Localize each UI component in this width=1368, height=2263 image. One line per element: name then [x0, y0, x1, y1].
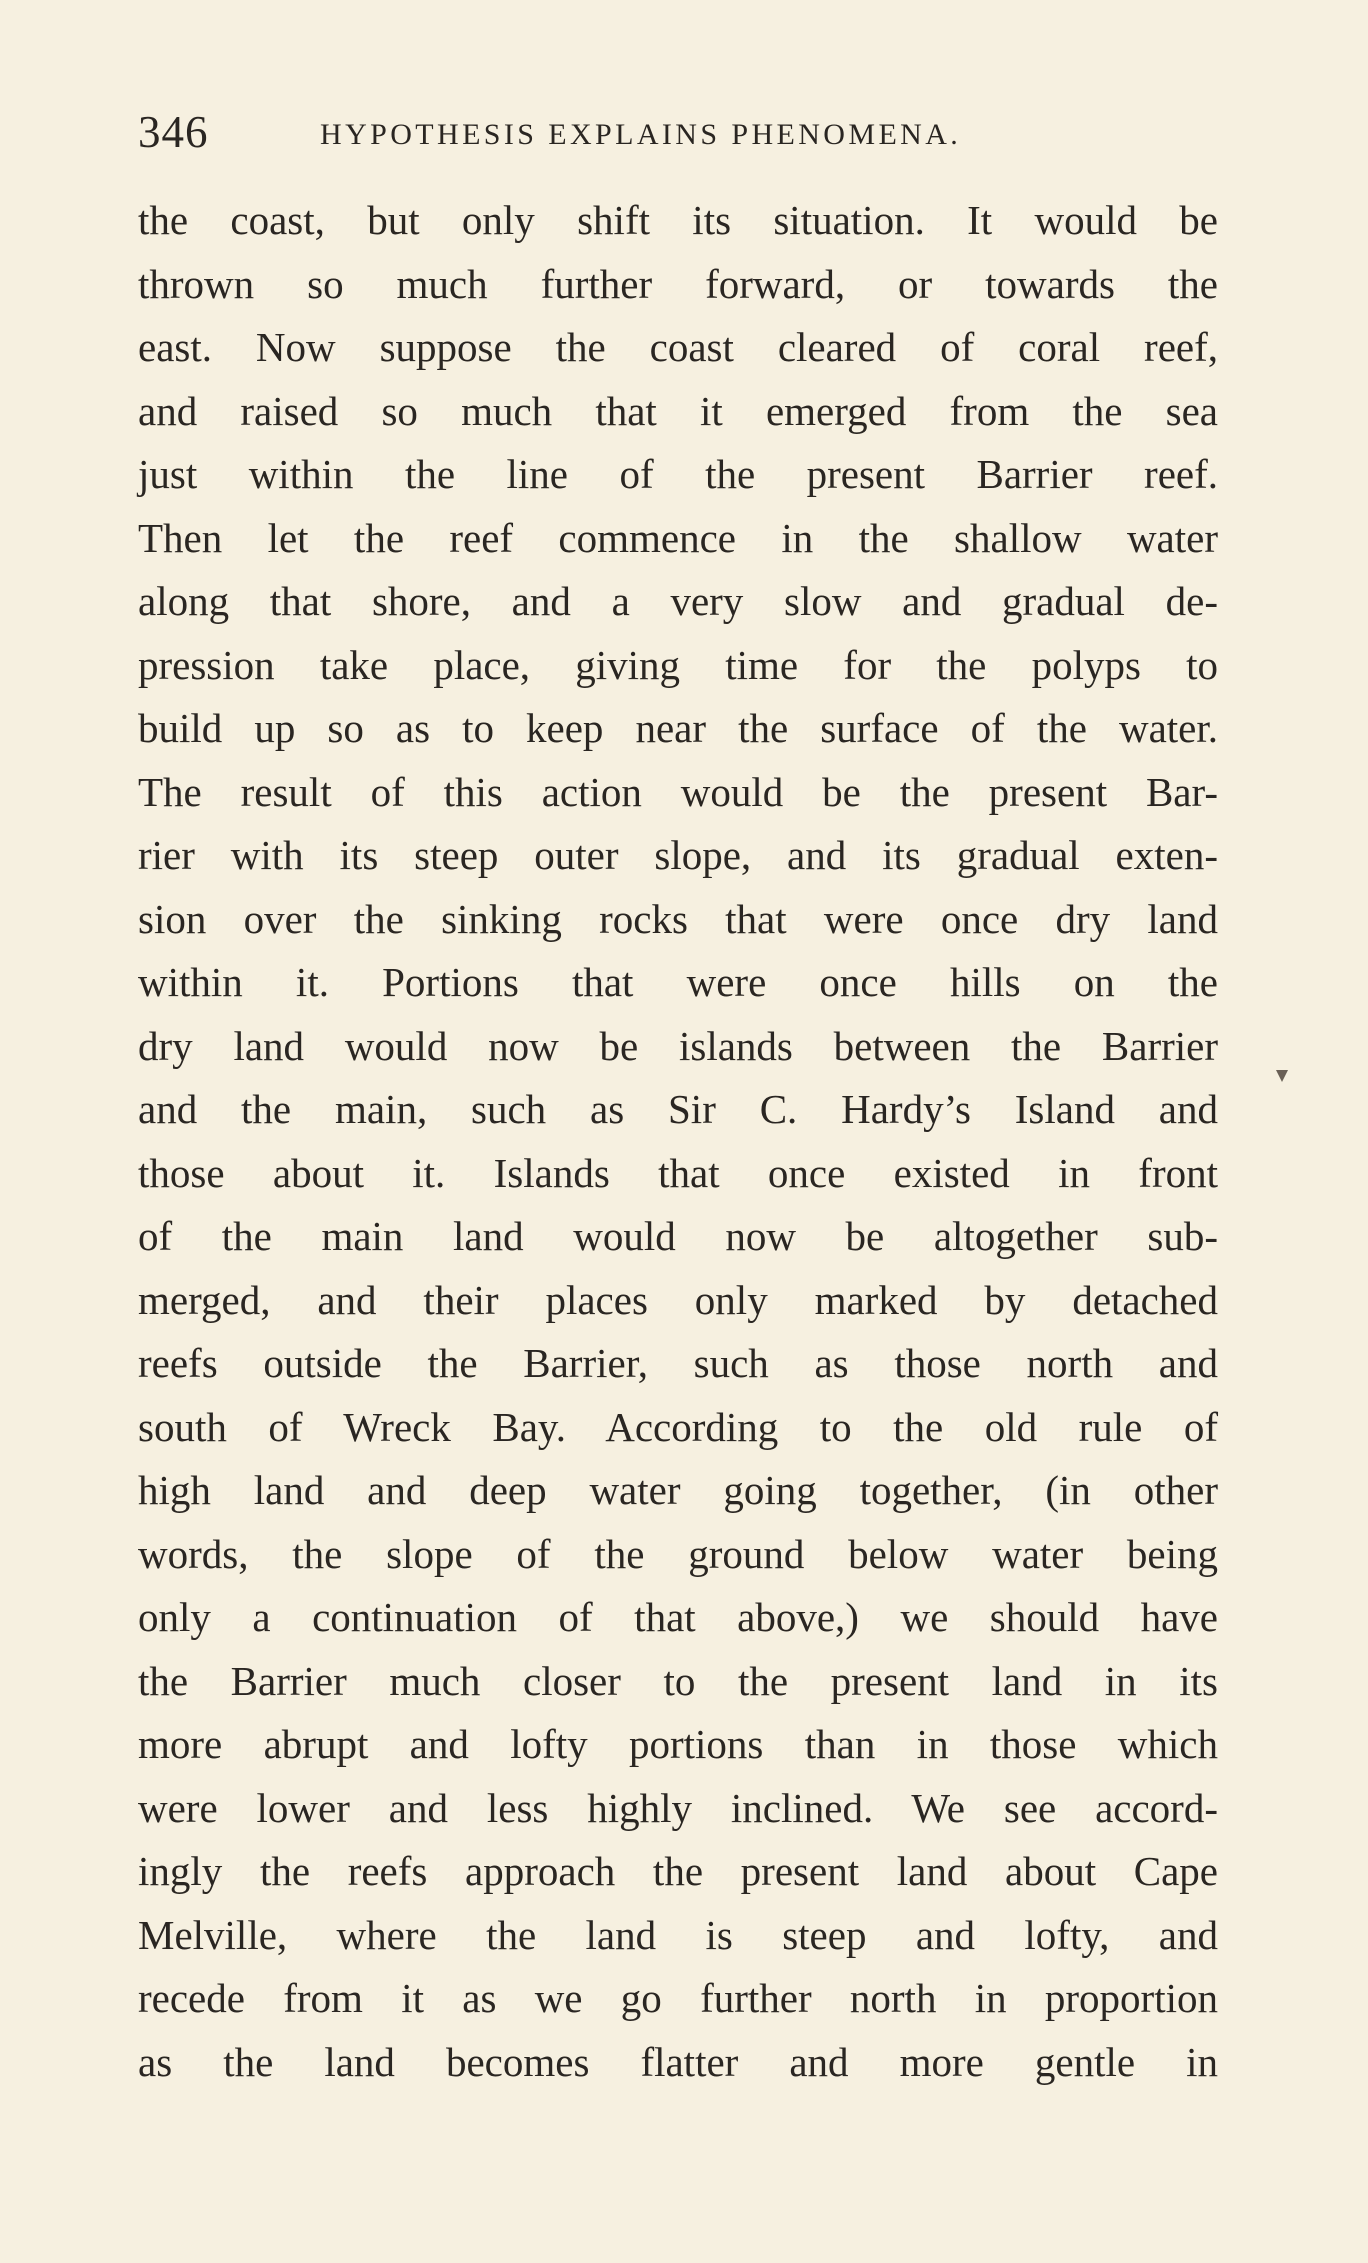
text-line: more abrupt and lofty portions than in those which [138, 1721, 1218, 1767]
text-line: reefs outside the Barrier, such as those north and [138, 1340, 1218, 1386]
margin-ink-mark [1276, 1070, 1288, 1082]
text-line: as the land becomes flatter and more gentle in [138, 2038, 1218, 2085]
text-line: rier with its steep outer slope, and its gradual exten- [138, 832, 1218, 878]
text-line: only a continuation of that above,) we should have [138, 1594, 1218, 1640]
body-text [138, 189, 1218, 2094]
text-line: recede from it as we go further north in proportion [138, 1975, 1218, 2021]
text-line: dry land would now be islands between the Barrier [138, 1022, 1218, 1069]
text-line: were lower and less highly inclined. We see accord- [138, 1784, 1218, 1831]
text-line: The result of this action would be the present Bar- [138, 768, 1218, 815]
text-line: build up so as to keep near the surface of the water. [138, 705, 1218, 751]
text-line: the Barrier much closer to the present land in its [138, 1657, 1218, 1704]
running-head: HYPOTHESIS EXPLAINS PHENOMENA. [320, 118, 962, 151]
page-number: 346 [138, 107, 209, 157]
text-line: Then let the reef commence in the shallow water [138, 514, 1218, 561]
text-line: east. Now suppose the coast cleared of coral reef, [138, 324, 1218, 370]
text-line: ingly the reefs approach the present land about Cape [138, 1848, 1218, 1894]
text-line: along that shore, and a very slow and gradual de- [138, 578, 1218, 624]
text-line: words, the slope of the ground below water being [138, 1530, 1218, 1577]
text-line: the coast, but only shift its situation. It would be [138, 197, 1218, 243]
text-line: sion over the sinking rocks that were once dry land [138, 895, 1218, 942]
text-line: just within the line of the present Barrier reef. [138, 451, 1218, 497]
text-line: merged, and their places only marked by detached [138, 1276, 1218, 1323]
text-line: pression take place, giving time for the polyps to [138, 641, 1218, 688]
text-line: thrown so much further forward, or towards the [138, 260, 1218, 307]
text-line: high land and deep water going together, (in other [138, 1467, 1218, 1513]
text-line: of the main land would now be altogether sub- [138, 1213, 1218, 1259]
text-line: south of Wreck Bay. According to the old rule of [138, 1403, 1218, 1450]
page-header [138, 102, 1218, 162]
text-line: those about it. Islands that once existed in front [138, 1149, 1218, 1196]
text-line: within it. Portions that were once hills on the [138, 959, 1218, 1005]
text-line: Melville, where the land is steep and lofty, and [138, 1911, 1218, 1958]
text-line: and raised so much that it emerged from the sea [138, 387, 1218, 434]
text-line: and the main, such as Sir C. Hardy’s Island and [138, 1086, 1218, 1132]
